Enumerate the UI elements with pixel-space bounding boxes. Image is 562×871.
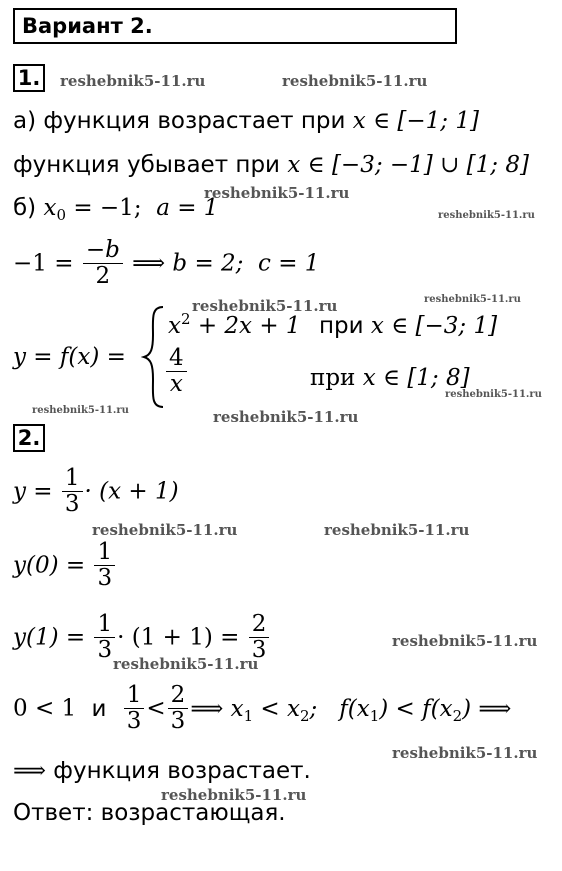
eq-fraction <box>83 238 123 289</box>
system-row-2-condition <box>310 364 470 392</box>
problem-2-number: 2. <box>13 424 45 452</box>
row2-cond: x ∈ [1; 8] <box>362 365 470 391</box>
line4-lt: < <box>146 695 166 722</box>
x0-var: x <box>43 195 57 221</box>
line1-den: 3 <box>64 491 80 517</box>
line4-b1-sub: 1 <box>243 706 254 725</box>
line4-b2: < x <box>253 695 300 722</box>
line4-f2-den: 3 <box>170 708 186 734</box>
problem-1-decrease-line <box>13 151 529 179</box>
row2-den: x <box>169 371 183 397</box>
line5-text: функция возрастает. <box>45 758 311 784</box>
watermark: reshebnik5-11.ru <box>324 521 470 539</box>
watermark: reshebnik5-11.ru <box>161 786 307 804</box>
line1-num: 1 <box>62 466 83 492</box>
watermark: reshebnik5-11.ru <box>92 521 238 539</box>
row2-num: 4 <box>166 346 187 372</box>
line3-left: y(1) = <box>13 624 93 651</box>
row1-cond: x ∈ [−3; 1] <box>370 313 498 339</box>
line4-fraction-1 <box>124 683 145 734</box>
line4-f1-num: 1 <box>124 683 145 709</box>
line4-f2-num: 2 <box>168 683 189 709</box>
line1-left: y = <box>13 478 60 505</box>
line3-den2: 3 <box>251 637 267 663</box>
problem-1-b-line <box>13 194 218 222</box>
eq-left: −1 = <box>13 250 81 277</box>
watermark: reshebnik5-11.ru <box>60 72 206 90</box>
eq-denominator: 2 <box>95 263 111 289</box>
watermark: reshebnik5-11.ru <box>445 389 542 400</box>
line3-num2: 2 <box>249 612 270 638</box>
watermark: reshebnik5-11.ru <box>204 184 350 202</box>
increase-math: x ∈ [−1; 1] <box>352 108 479 134</box>
line4-b3-sub: 1 <box>369 706 380 725</box>
line3-mid: · (1 + 1) = <box>117 624 247 651</box>
problem-2-line-4 <box>13 683 511 734</box>
watermark: reshebnik5-11.ru <box>424 294 521 305</box>
line4-b5: ) ⟹ <box>462 695 512 722</box>
x0-rest: = −1; <box>66 195 157 221</box>
line4-b4-sub: 2 <box>452 706 463 725</box>
line4-and: и <box>91 695 107 722</box>
decrease-text: функция убывает при <box>13 152 281 178</box>
line4-f1-den: 3 <box>126 708 142 734</box>
watermark: reshebnik5-11.ru <box>32 405 129 416</box>
line2-num: 1 <box>94 540 115 566</box>
a-value: a = 1 <box>156 195 219 221</box>
increase-text: а) функция возрастает при <box>13 108 346 134</box>
eq-right: ⟹ b = 2; c = 1 <box>124 250 320 277</box>
system-row-1-condition <box>319 312 497 340</box>
x0-sub: 0 <box>56 206 67 224</box>
eq-numerator: −b <box>83 238 123 264</box>
line3-num: 1 <box>94 612 115 638</box>
line4-b2-sub: 2 <box>300 706 310 725</box>
line3-den: 3 <box>97 637 113 663</box>
line3-fraction-1 <box>94 612 115 663</box>
problem-1-number: 1. <box>13 64 45 92</box>
system-row-1 <box>168 312 301 340</box>
line1-fraction <box>62 466 83 517</box>
line2-left: y(0) = <box>13 552 93 579</box>
line1-right: · (x + 1) <box>84 478 179 505</box>
system-row-2-fraction <box>164 346 189 397</box>
system-left: y = f(x) = <box>13 344 134 370</box>
watermark: reshebnik5-11.ru <box>282 72 428 90</box>
watermark: reshebnik5-11.ru <box>113 655 259 673</box>
answer-line: Ответ: возрастающая. <box>13 800 286 826</box>
line4-b3: ; f(x <box>309 695 370 722</box>
problem-1-vertex-equation <box>13 238 319 289</box>
problem-1-increase-line <box>13 107 479 135</box>
line2-den: 3 <box>97 565 113 591</box>
b-label: б) <box>13 195 37 221</box>
row1-cond-word: при <box>319 313 364 339</box>
watermark: reshebnik5-11.ru <box>392 632 538 650</box>
problem-2-line-1 <box>13 466 179 517</box>
watermark: reshebnik5-11.ru <box>438 210 535 221</box>
row1-sup: 2 <box>180 310 191 328</box>
watermark: reshebnik5-11.ru <box>213 408 359 426</box>
problem-2-line-2 <box>13 540 117 591</box>
line4-fraction-2 <box>168 683 189 734</box>
watermark: reshebnik5-11.ru <box>192 297 338 315</box>
line5-arrow: ⟹ <box>13 758 46 784</box>
row1-x: x <box>168 313 181 339</box>
row1-rest: + 2x + 1 <box>190 313 301 339</box>
variant-title: Вариант 2. <box>22 14 153 38</box>
line4-tail <box>190 695 512 725</box>
row2-fraction <box>166 346 187 397</box>
line4-b1: ⟹ x <box>190 695 244 722</box>
variant-header-box <box>13 8 457 44</box>
line4-a: 0 < 1 <box>13 695 77 722</box>
decrease-math: x ∈ [−3; −1] ∪ [1; 8] <box>287 152 529 178</box>
problem-2-line-5 <box>13 757 311 785</box>
line2-fraction <box>94 540 115 591</box>
line4-b4: ) < f(x <box>379 695 453 722</box>
watermark: reshebnik5-11.ru <box>392 744 538 762</box>
row2-cond-word: при <box>310 365 356 391</box>
